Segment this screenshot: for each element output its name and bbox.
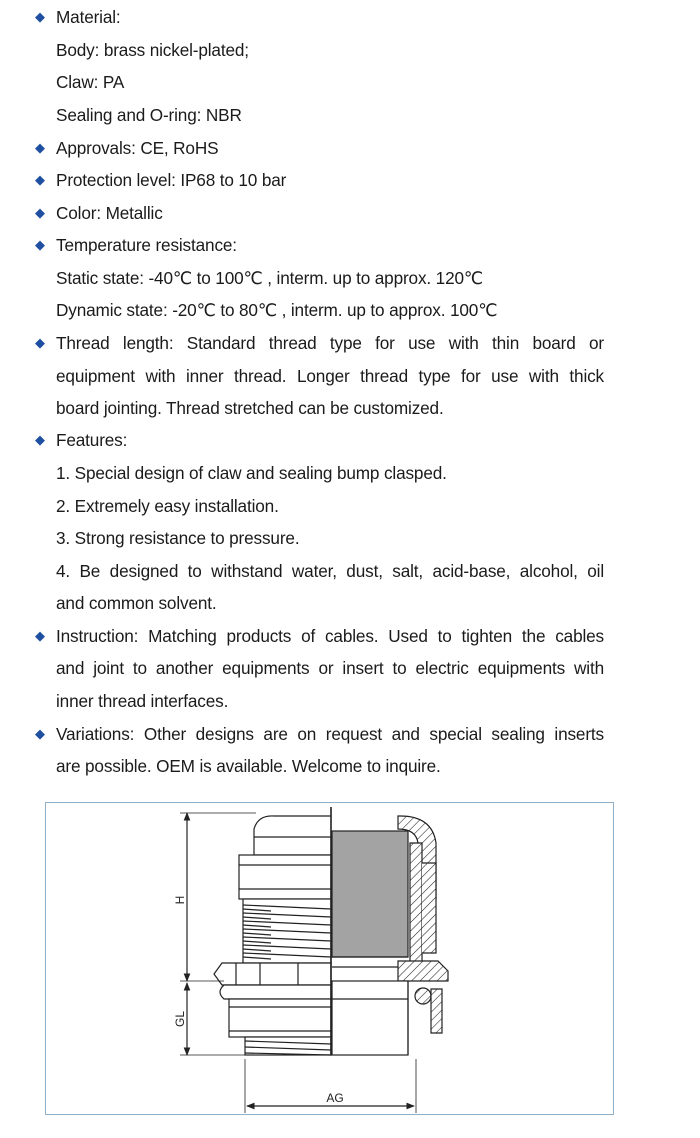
flange-section-shape xyxy=(398,961,448,981)
upper-body-shape xyxy=(239,855,331,899)
approvals-text: Approvals: CE, RoHS xyxy=(56,138,219,158)
gland-length-dimension-label: GL xyxy=(173,1010,187,1028)
bullet-icon: ◆ xyxy=(35,432,45,447)
thread-length-line-2: equipment with inner thread. Longer thread type for use with thick xyxy=(56,366,604,386)
thread-length-line-1: Thread length: Standard thread type for use with thin board or xyxy=(56,333,604,353)
material-body: Body: brass nickel-plated; xyxy=(56,40,249,60)
feature-2: 2. Extremely easy installation. xyxy=(56,496,279,516)
color-text: Color: Metallic xyxy=(56,203,163,223)
temperature-label: Temperature resistance: xyxy=(56,235,237,255)
flange-shape xyxy=(220,985,331,999)
protection-text: Protection level: IP68 to 10 bar xyxy=(56,170,287,190)
instruction-line-1: Instruction: Matching products of cables. Used to tighten the cables xyxy=(56,626,604,646)
bullet-icon: ◆ xyxy=(35,335,45,350)
variations-line-2: are possible. OEM is available. Welcome to inquire. xyxy=(56,756,441,776)
o-ring-shape xyxy=(415,988,431,1004)
thread-size-dimension-label: AG xyxy=(326,1091,344,1105)
features-label: Features: xyxy=(56,430,128,450)
seal-insert-shape xyxy=(332,831,408,957)
bullet-icon: ◆ xyxy=(35,726,45,741)
bullet-icon: ◆ xyxy=(35,9,45,24)
lower-thread-shape xyxy=(245,1037,331,1055)
instruction-line-3: inner thread interfaces. xyxy=(56,691,229,711)
height-dimension-label: H xyxy=(173,895,187,905)
cap-dome-shape xyxy=(254,816,331,855)
temperature-static: Static state: -40℃ to 100℃ , interm. up to approx. 120℃ xyxy=(56,268,484,288)
variations-line-1: Variations: Other designs are on request and special sealing inserts xyxy=(56,724,604,744)
material-label: Material: xyxy=(56,7,121,27)
feature-4-line-2: and common solvent. xyxy=(56,593,217,613)
feature-4-line-1: 4. Be designed to withstand water, dust, salt, acid-base, alcohol, oil xyxy=(56,561,604,581)
bullet-icon: ◆ xyxy=(35,628,45,643)
hex-nut-shape xyxy=(214,963,331,985)
temperature-dynamic: Dynamic state: -20℃ to 80℃ , interm. up to approx. 100℃ xyxy=(56,300,498,320)
bullet-icon: ◆ xyxy=(35,205,45,220)
instruction-line-2: and joint to another equipments or insert to electric equipments with xyxy=(56,658,604,678)
body-wall-shape xyxy=(410,843,422,979)
material-sealing: Sealing and O-ring: NBR xyxy=(56,105,242,125)
thread-length-line-3: board jointing. Thread stretched can be customized. xyxy=(56,398,444,418)
housing-wall-shape xyxy=(431,989,442,1033)
cable-gland-drawing xyxy=(45,802,614,1115)
bullet-icon: ◆ xyxy=(35,172,45,187)
cable-gland-diagram xyxy=(46,803,615,1116)
feature-3: 3. Strong resistance to pressure. xyxy=(56,528,300,548)
bullet-icon: ◆ xyxy=(35,237,45,252)
bullet-icon: ◆ xyxy=(35,140,45,155)
material-claw: Claw: PA xyxy=(56,72,125,92)
feature-1: 1. Special design of claw and sealing bump clasped. xyxy=(56,463,447,483)
